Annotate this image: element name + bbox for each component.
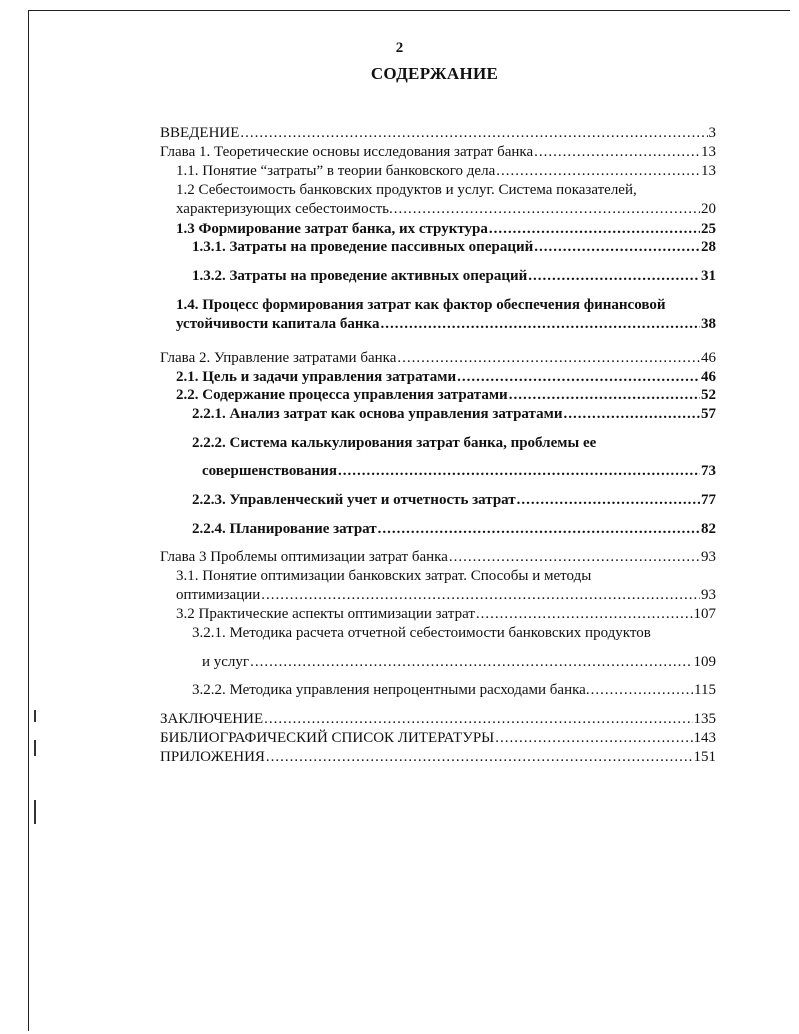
toc-entry-1-3-1 (192, 238, 716, 257)
toc-leader (250, 653, 692, 672)
toc-page-number: 46 (701, 369, 716, 385)
toc-leader (534, 143, 700, 162)
toc-entry-text: устойчивости капитала банка (176, 316, 380, 332)
toc-page-number: 107 (693, 606, 716, 622)
toc-entry-text: ВВЕДЕНИЕ (160, 125, 240, 141)
toc-entry-3-2-1-line1: 3.2.1. Методика расчета отчетной себестоимости банковских продуктов (192, 625, 651, 641)
toc-leader (338, 462, 700, 481)
toc-entry-chapter-3 (160, 548, 716, 567)
toc-entry-3-1-line1: 3.1. Понятие оптимизации банковских затрат. Способы и методы (176, 568, 592, 584)
toc-entry-text: Глава 3 Проблемы оптимизации затрат банка (160, 549, 448, 565)
toc-entry-1-3-2 (192, 267, 716, 286)
toc-entry-2-2 (176, 386, 716, 405)
toc-leader (378, 520, 700, 539)
toc-leader (397, 349, 700, 368)
toc-page-number: 25 (701, 221, 716, 237)
toc-page-number: 46 (701, 350, 716, 366)
toc-entry-text: и услуг (202, 654, 250, 670)
toc-page-number: 28 (701, 239, 716, 255)
toc-entry-text: 2.2.4. Планирование затрат (192, 521, 377, 537)
toc-entry-text: Глава 2. Управление затратами банка (160, 350, 397, 366)
toc-entry-1-1 (176, 162, 716, 181)
toc-leader (496, 162, 700, 181)
toc-page-number: 31 (701, 268, 716, 284)
toc-entry-text: оптимизации (176, 587, 261, 603)
toc-leader (264, 710, 692, 729)
toc-entry-3-2-1 (202, 653, 716, 672)
toc-page-number: 151 (693, 749, 716, 765)
toc-entry-1-2-line1: 1.2 Себестоимость банковских продуктов и услуг. Система показателей, (176, 182, 637, 198)
toc-page-number: 77 (701, 492, 716, 508)
toc-leader (517, 491, 700, 510)
toc-leader (528, 267, 700, 286)
toc-entry-text: характеризующих себестоимость. (176, 201, 393, 217)
toc-leader (534, 238, 700, 257)
toc-entry-text: Глава 1. Теоретические основы исследования затрат банка (160, 144, 534, 160)
toc-leader (563, 405, 700, 424)
toc-entry-text: 1.3 Формирование затрат банка, их структура (176, 221, 488, 237)
toc-page-number: 82 (701, 521, 716, 537)
toc-page-number: 13 (701, 144, 716, 160)
toc-page-number: 13 (701, 163, 716, 179)
toc-leader (509, 386, 700, 405)
toc-entry-2-2-1 (192, 405, 716, 424)
toc-leader (495, 729, 692, 748)
toc-entry-text: 2.2.1. Анализ затрат как основа управления затратами (192, 406, 563, 422)
toc-entry-2-2-3 (192, 491, 716, 510)
toc-page-number: 93 (701, 587, 716, 603)
toc-entry-3-2-2 (192, 681, 716, 700)
toc-leader (261, 586, 700, 605)
toc-page-number: 73 (701, 463, 716, 479)
toc-leader (380, 315, 700, 334)
toc-entry-chapter-2 (160, 349, 716, 368)
toc-leader (591, 681, 693, 700)
toc-leader (266, 748, 693, 767)
toc-entry-text: 2.2. Содержание процесса управления затратами (176, 387, 508, 403)
toc-leader (489, 220, 700, 239)
toc-entry-text: 3.2 Практические аспекты оптимизации затрат (176, 606, 475, 622)
toc-entry-text: 1.1. Понятие “затраты” в теории банковского дела (176, 163, 496, 179)
toc-leader (240, 124, 707, 143)
toc-page-number: 52 (701, 387, 716, 403)
toc-entry-chapter-1 (160, 143, 716, 162)
toc-entry-3-2 (176, 605, 716, 624)
toc-entry-text: 1.3.1. Затраты на проведение пассивных операций (192, 239, 534, 255)
toc-entry-text: 1.3.2. Затраты на проведение активных операций (192, 268, 528, 284)
toc-page-number: 93 (701, 549, 716, 565)
toc-entry-2-1 (176, 368, 716, 387)
toc-entry-text: 2.1. Цель и задачи управления затратами (176, 369, 457, 385)
toc-page-number: 143 (693, 730, 716, 746)
toc-entry-1-2 (176, 200, 716, 219)
toc-leader (476, 605, 693, 624)
toc-entry-text: 3.2.2. Методика управления непроцентными расходами банка. (192, 682, 590, 698)
toc-page-number: 135 (693, 711, 716, 727)
toc-entry-text: совершенствования (202, 463, 337, 479)
toc-page-number: 115 (694, 682, 716, 698)
toc-entry-1-4-line1: 1.4. Процесс формирования затрат как фактор обеспечения финансовой (176, 297, 666, 313)
toc-entry-appendices (160, 748, 716, 767)
toc-entry-intro (160, 124, 716, 143)
toc-entry-2-2-2 (202, 462, 716, 481)
toc-leader (394, 200, 700, 219)
toc-entry-text: ЗАКЛЮЧЕНИЕ (160, 711, 264, 727)
toc-entry-3-1 (176, 586, 716, 605)
page-title: СОДЕРЖАНИЕ (370, 64, 499, 83)
toc-entry-text: БИБЛИОГРАФИЧЕСКИЙ СПИСОК ЛИТЕРАТУРЫ (160, 730, 495, 746)
toc-entry-1-3 (176, 220, 716, 239)
toc-entry-text: ПРИЛОЖЕНИЯ (160, 749, 265, 765)
page-number: 2 (395, 40, 404, 56)
toc-page-number: 3 (708, 125, 716, 141)
toc-page-number: 109 (693, 654, 716, 670)
toc-leader (449, 548, 700, 567)
toc-entry-2-2-2-line1: 2.2.2. Система калькулирования затрат банка, проблемы ее (192, 435, 597, 451)
toc-page-number: 57 (701, 406, 716, 422)
toc-entry-2-2-4 (192, 520, 716, 539)
toc-entry-text: 2.2.3. Управленческий учет и отчетность затрат (192, 492, 516, 508)
toc-leader (457, 368, 700, 387)
toc-entry-1-4 (176, 315, 716, 334)
toc-page-number: 38 (701, 316, 716, 332)
toc-entry-bibliography (160, 729, 716, 748)
toc-page-number: 20 (701, 201, 716, 217)
toc-entry-conclusion (160, 710, 716, 729)
